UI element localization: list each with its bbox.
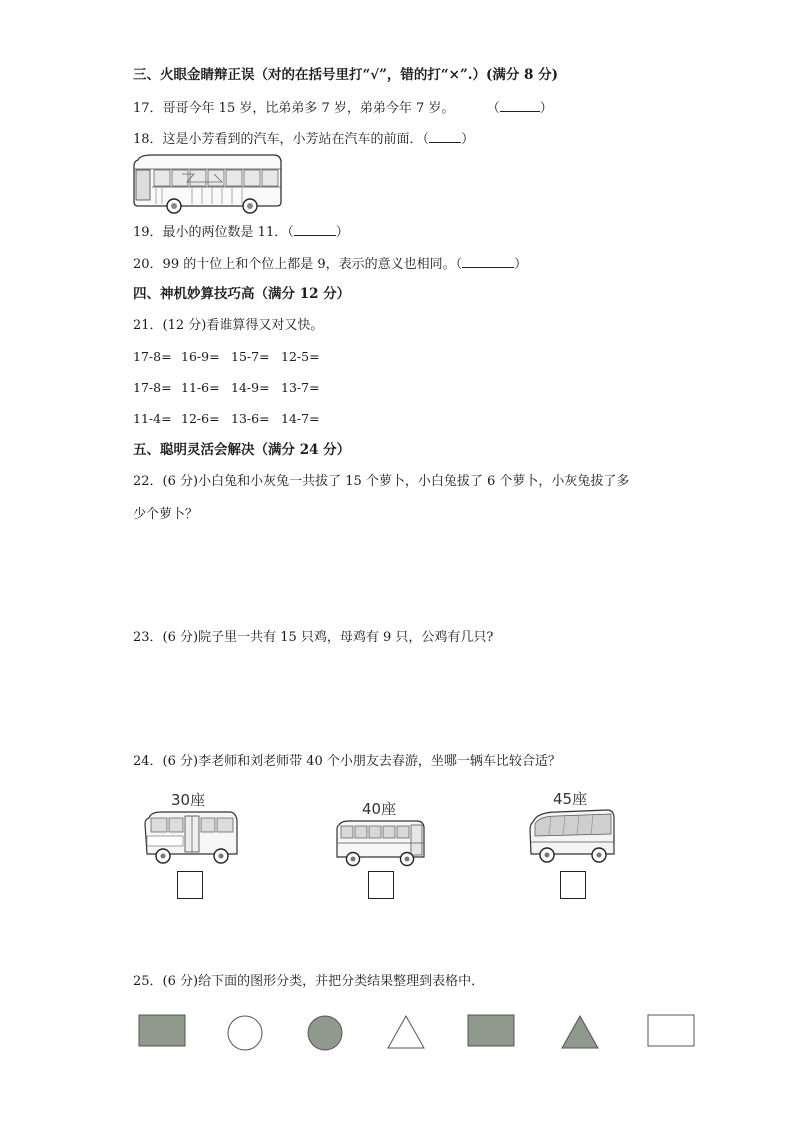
arithmetic-item: 12-6= bbox=[181, 411, 220, 426]
question-19-paren-close: ） bbox=[335, 225, 349, 240]
bus-40-seat-label: 40座 bbox=[362, 800, 397, 818]
question-25: 25．(6 分)给下面的图形分类，并把分类结果整理到表格中． bbox=[133, 974, 485, 989]
bus-45-seat-illustration bbox=[527, 808, 617, 864]
bus-40-seat-illustration bbox=[335, 819, 427, 867]
question-18 bbox=[133, 130, 474, 149]
question-17-answer-blank[interactable] bbox=[500, 99, 540, 112]
question-18-text: 18．这是小芳看到的汽车，小芳站在汽车的前面． bbox=[133, 132, 423, 147]
arithmetic-item: 17-8= bbox=[133, 349, 172, 364]
question-17-text: 17．哥哥今年 15 岁，比弟弟多 7 岁，弟弟今年 7 岁。 bbox=[133, 101, 455, 116]
shape-triangle bbox=[388, 1016, 424, 1048]
arithmetic-item: 13-6= bbox=[231, 411, 270, 426]
arithmetic-item: 12-5= bbox=[281, 349, 320, 364]
question-20-text: 20．99 的十位上和个位上都是 9，表示的意义也相同。 bbox=[133, 257, 456, 272]
shapes-row bbox=[130, 1008, 700, 1058]
arithmetic-row-3 bbox=[133, 411, 331, 426]
question-23: 23．(6 分)院子里一共有 15 只鸡，母鸡有 9 只，公鸡有几只? bbox=[133, 630, 494, 645]
question-17-paren-close: ） bbox=[539, 101, 553, 116]
arithmetic-item: 14-7= bbox=[281, 411, 320, 426]
bus-45-seat-label: 45座 bbox=[553, 790, 588, 808]
section-5-heading: 五、聪明灵活会解决（满分 24 分） bbox=[133, 442, 351, 458]
shape-square bbox=[139, 1015, 185, 1046]
bus-45-seat-choice-box[interactable] bbox=[560, 871, 586, 899]
question-19 bbox=[133, 223, 349, 242]
arithmetic-item: 11-6= bbox=[181, 380, 220, 395]
question-20 bbox=[133, 255, 527, 274]
bus-40-seat-choice-box[interactable] bbox=[368, 871, 394, 899]
question-19-answer-blank[interactable] bbox=[294, 223, 336, 236]
question-17 bbox=[133, 99, 553, 118]
question-20-paren-close: ） bbox=[514, 257, 528, 272]
shape-square bbox=[648, 1015, 694, 1046]
question-24: 24．(6 分)李老师和刘老师带 40 个小朋友去春游，坐哪一辆车比较合适？ bbox=[133, 754, 561, 769]
question-17-paren-open: （ bbox=[486, 101, 500, 116]
question-20-paren-open: （ bbox=[455, 257, 463, 272]
question-18-paren-close: ） bbox=[461, 132, 475, 147]
question-19-text: 19．最小的两位数是 11． bbox=[133, 225, 288, 240]
bus-30-seat-label: 30座 bbox=[171, 791, 206, 809]
section-4-heading: 四、神机妙算技巧高（满分 12 分） bbox=[133, 286, 351, 302]
arithmetic-item: 14-9= bbox=[231, 380, 270, 395]
shape-circle bbox=[228, 1016, 262, 1050]
question-18-paren-open: （ bbox=[422, 132, 430, 147]
question-20-answer-blank[interactable] bbox=[462, 255, 514, 268]
arithmetic-item: 17-8= bbox=[133, 380, 172, 395]
question-21: 21．(12 分)看谁算得又对又快。 bbox=[133, 318, 324, 333]
question-18-answer-blank[interactable] bbox=[429, 130, 461, 143]
arithmetic-item: 16-9= bbox=[181, 349, 220, 364]
arithmetic-item: 11-4= bbox=[133, 411, 172, 426]
arithmetic-item: 13-7= bbox=[281, 380, 320, 395]
section-3-heading: 三、火眼金睛辩正误（对的在括号里打“√”，错的打“×”.）(满分 8 分) bbox=[133, 67, 559, 83]
arithmetic-row-1 bbox=[133, 349, 331, 364]
arithmetic-row-2 bbox=[133, 380, 331, 395]
question-19-paren-open: （ bbox=[287, 225, 294, 240]
shape-square bbox=[468, 1015, 514, 1046]
question-22-line-1: 22．(6 分)小白兔和小灰兔一共拔了 15 个萝卜，小白兔拔了 6 个萝卜，小灰兔拔了多 bbox=[133, 474, 630, 489]
bus-30-seat-illustration bbox=[143, 810, 240, 866]
bus-30-seat-choice-box[interactable] bbox=[177, 871, 203, 899]
coach-bus-side-illustration bbox=[132, 152, 284, 214]
shape-circle bbox=[308, 1016, 342, 1050]
question-22-line-2: 少个萝卜？ bbox=[133, 507, 199, 522]
shape-triangle bbox=[562, 1016, 598, 1048]
arithmetic-item: 15-7= bbox=[231, 349, 270, 364]
